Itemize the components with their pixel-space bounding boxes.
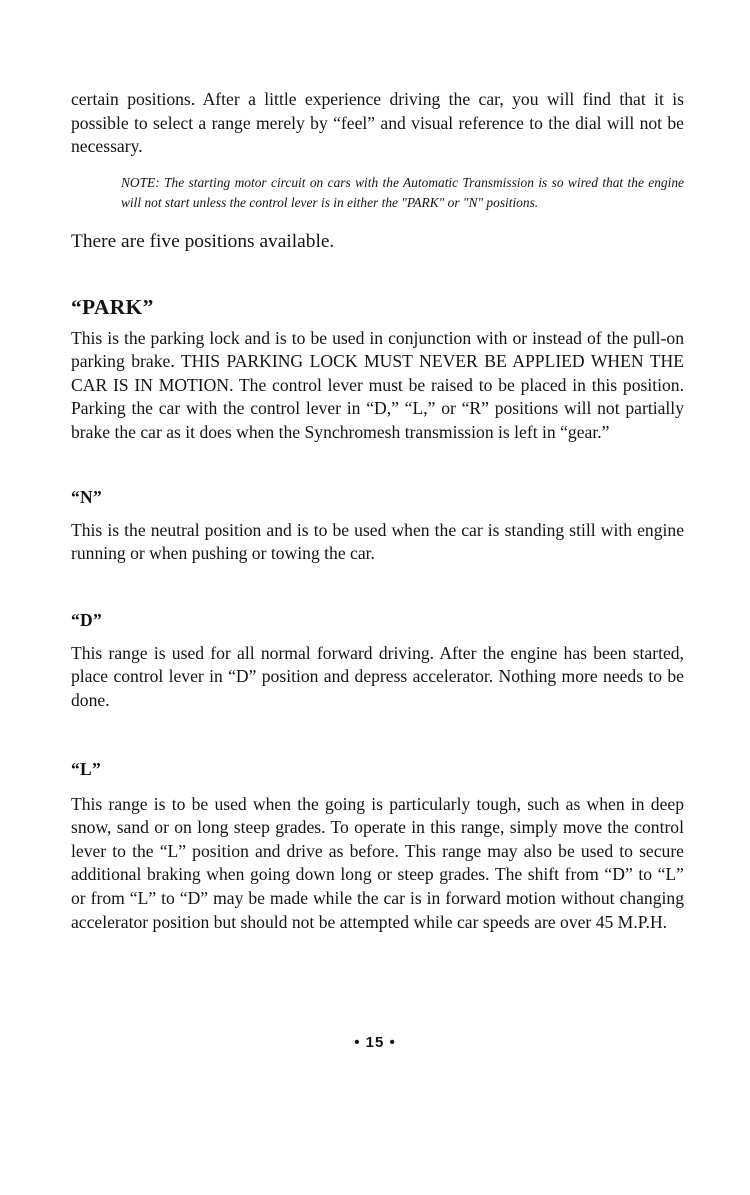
manual-page (71, 88, 684, 934)
page-number: • 15 • (354, 1034, 396, 1051)
low-description: This range is to be used when the going is particularly tough, such as when in deep snow, sand or on long steep grades. To operate in this range, simply move the control lever to the “L” position and drive as before. This range may also be used to secure additional braking when going down long or steep grades. The shift from “D” to “L” or from “L” to “D” may be made while the car is in forward motion without changing accelerator position but should not be attempted while car speeds are over 45 M.P.H. (71, 793, 684, 932)
positions-available-text: There are five positions available. (71, 230, 335, 252)
heading-neutral: “N” (71, 486, 103, 507)
intro-paragraph: certain positions. After a little experience driving the car, you will find that it is possible to select a range merely by “feel” and visual reference to the dial will not be necessary. (71, 89, 684, 157)
heading-low: “L” (71, 758, 102, 779)
heading-park: “PARK” (71, 294, 154, 319)
heading-drive: “D” (71, 609, 103, 630)
note-paragraph: NOTE: The starting motor circuit on cars with the Automatic Transmission is so wired that the engine will not start unless the control lever is in either the "PARK" or "N" positions. (121, 174, 684, 211)
drive-description: This range is used for all normal forward driving. After the engine has been started, place control lever in “D” position and depress accelerator. Nothing more needs to be done. (71, 642, 684, 710)
neutral-description: This is the neutral position and is to be used when the car is standing still with engine running or when pushing or towing the car. (71, 519, 684, 564)
park-description: This is the parking lock and is to be used in conjunction with or instead of the pull-on parking brake. THIS PARKING LOCK MUST NEVER BE APPLIED WHEN THE CAR IS IN MOTION. The control lever must be raised to be placed in this position. Parking the car with the control lever in “D,” “L,” or “R” positions will not partially brake the car as it does when the Synchromesh transmission is left in “gear.” (71, 327, 684, 442)
